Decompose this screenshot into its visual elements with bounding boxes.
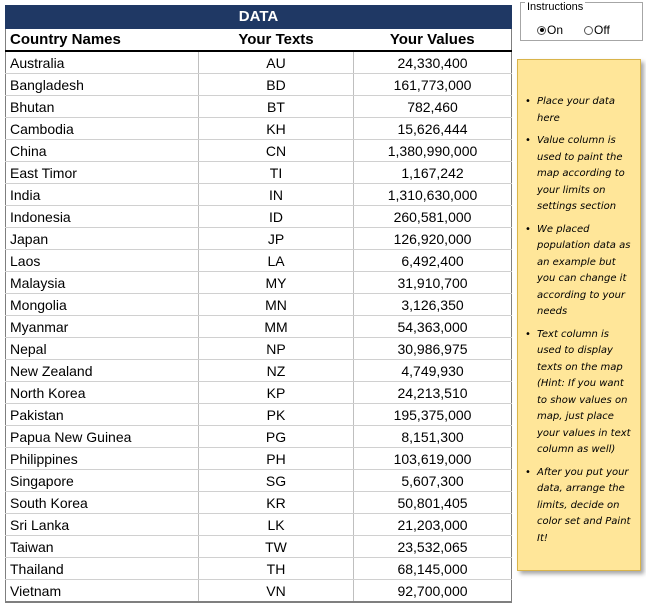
column-header-texts: Your Texts — [199, 29, 354, 52]
instructions-group — [520, 2, 643, 41]
table-body — [6, 51, 512, 602]
table-row — [6, 338, 512, 360]
country-text-cell[interactable]: TW — [199, 536, 354, 558]
table-row — [6, 426, 512, 448]
country-text-cell[interactable]: PG — [199, 426, 354, 448]
country-name-cell[interactable]: India — [6, 184, 199, 206]
country-name-cell[interactable]: Bhutan — [6, 96, 199, 118]
table-title-row — [6, 6, 512, 29]
country-name-cell[interactable]: Vietnam — [6, 580, 199, 603]
country-value-cell[interactable]: 1,380,990,000 — [354, 140, 512, 162]
country-value-cell[interactable]: 260,581,000 — [354, 206, 512, 228]
country-value-cell[interactable]: 1,310,630,000 — [354, 184, 512, 206]
table-row — [6, 74, 512, 96]
country-value-cell[interactable]: 5,607,300 — [354, 470, 512, 492]
country-value-cell[interactable]: 782,460 — [354, 96, 512, 118]
table-row — [6, 118, 512, 140]
note-item: • After you put your data, arrange the limits, decide on color set and Paint It! — [524, 465, 634, 548]
country-name-cell[interactable]: East Timor — [6, 162, 199, 184]
country-text-cell[interactable]: ID — [199, 206, 354, 228]
country-name-cell[interactable]: Indonesia — [6, 206, 199, 228]
table-row — [6, 492, 512, 514]
table-row — [6, 250, 512, 272]
country-value-cell[interactable]: 195,375,000 — [354, 404, 512, 426]
country-value-cell[interactable]: 24,213,510 — [354, 382, 512, 404]
country-text-cell[interactable]: JP — [199, 228, 354, 250]
radio-selected-icon[interactable] — [537, 26, 546, 35]
table-row — [6, 272, 512, 294]
instructions-label: Instructions — [527, 1, 584, 13]
country-text-cell[interactable]: SG — [199, 470, 354, 492]
table-row — [6, 360, 512, 382]
country-name-cell[interactable]: Japan — [6, 228, 199, 250]
instructions-off-radio[interactable] — [584, 23, 610, 37]
country-text-cell[interactable]: VN — [199, 580, 354, 603]
table-row — [6, 294, 512, 316]
note-item: • Value column is used to paint the map according to your limits on settings section — [524, 133, 634, 216]
country-value-cell[interactable]: 15,626,444 — [354, 118, 512, 140]
country-value-cell[interactable]: 50,801,405 — [354, 492, 512, 514]
country-name-cell[interactable]: Malaysia — [6, 272, 199, 294]
note-item: • We placed population data as an example but you can change it according to your needs — [524, 222, 634, 321]
country-name-cell[interactable]: Philippines — [6, 448, 199, 470]
country-name-cell[interactable]: New Zealand — [6, 360, 199, 382]
country-value-cell[interactable]: 103,619,000 — [354, 448, 512, 470]
table-row — [6, 448, 512, 470]
note-item: • Text column is used to display texts on the map (Hint: If you want to show values on map, just place your values in text column as well) — [524, 327, 634, 459]
instructions-note — [517, 59, 641, 571]
country-value-cell[interactable]: 54,363,000 — [354, 316, 512, 338]
country-value-cell[interactable]: 126,920,000 — [354, 228, 512, 250]
country-text-cell[interactable]: KH — [199, 118, 354, 140]
instructions-on-label: On — [547, 23, 564, 37]
country-name-cell[interactable]: Taiwan — [6, 536, 199, 558]
country-name-cell[interactable]: South Korea — [6, 492, 199, 514]
table-row — [6, 470, 512, 492]
country-text-cell[interactable]: MY — [199, 272, 354, 294]
country-value-cell[interactable]: 6,492,400 — [354, 250, 512, 272]
country-value-cell[interactable]: 21,203,000 — [354, 514, 512, 536]
note-item: • Place your data here — [524, 94, 634, 127]
data-table — [5, 5, 512, 603]
table-row — [6, 51, 512, 74]
country-text-cell[interactable]: KP — [199, 382, 354, 404]
note-list — [524, 94, 634, 547]
country-text-cell[interactable]: KR — [199, 492, 354, 514]
country-name-cell[interactable]: North Korea — [6, 382, 199, 404]
country-name-cell[interactable]: Myanmar — [6, 316, 199, 338]
table-row — [6, 514, 512, 536]
table-row — [6, 580, 512, 603]
country-name-cell[interactable]: Singapore — [6, 470, 199, 492]
country-text-cell[interactable]: CN — [199, 140, 354, 162]
table-row — [6, 140, 512, 162]
country-value-cell[interactable]: 68,145,000 — [354, 558, 512, 580]
table-row — [6, 316, 512, 338]
column-header-values: Your Values — [354, 29, 512, 52]
country-value-cell[interactable]: 24,330,400 — [354, 51, 512, 74]
table-row — [6, 558, 512, 580]
table-row — [6, 382, 512, 404]
country-value-cell[interactable]: 3,126,350 — [354, 294, 512, 316]
country-value-cell[interactable]: 23,532,065 — [354, 536, 512, 558]
country-text-cell[interactable]: TI — [199, 162, 354, 184]
country-text-cell[interactable]: NP — [199, 338, 354, 360]
country-value-cell[interactable]: 31,910,700 — [354, 272, 512, 294]
country-text-cell[interactable]: AU — [199, 51, 354, 74]
country-value-cell[interactable]: 30,986,975 — [354, 338, 512, 360]
table-row — [6, 96, 512, 118]
country-name-cell[interactable]: Australia — [6, 51, 199, 74]
country-name-cell[interactable]: China — [6, 140, 199, 162]
instructions-on-radio[interactable] — [537, 23, 563, 37]
country-text-cell[interactable]: PK — [199, 404, 354, 426]
table-row — [6, 184, 512, 206]
country-name-cell[interactable]: Thailand — [6, 558, 199, 580]
table-row — [6, 536, 512, 558]
country-name-cell[interactable]: Bangladesh — [6, 74, 199, 96]
country-name-cell[interactable]: Cambodia — [6, 118, 199, 140]
country-value-cell[interactable]: 92,700,000 — [354, 580, 512, 603]
country-text-cell[interactable]: LA — [199, 250, 354, 272]
country-name-cell[interactable]: Laos — [6, 250, 199, 272]
country-text-cell[interactable]: BD — [199, 74, 354, 96]
radio-unselected-icon[interactable] — [584, 26, 593, 35]
country-text-cell[interactable]: TH — [199, 558, 354, 580]
table-row — [6, 206, 512, 228]
country-value-cell[interactable]: 8,151,300 — [354, 426, 512, 448]
table-header-row — [6, 29, 512, 52]
country-text-cell[interactable]: MN — [199, 294, 354, 316]
country-value-cell[interactable]: 4,749,930 — [354, 360, 512, 382]
country-name-cell[interactable]: Mongolia — [6, 294, 199, 316]
column-header-country: Country Names — [6, 29, 199, 52]
country-name-cell[interactable]: Sri Lanka — [6, 514, 199, 536]
table-title: DATA — [6, 6, 512, 29]
country-name-cell[interactable]: Pakistan — [6, 404, 199, 426]
country-text-cell[interactable]: PH — [199, 448, 354, 470]
country-text-cell[interactable]: BT — [199, 96, 354, 118]
instructions-off-label: Off — [594, 23, 610, 37]
table-row — [6, 162, 512, 184]
country-text-cell[interactable]: MM — [199, 316, 354, 338]
country-value-cell[interactable]: 161,773,000 — [354, 74, 512, 96]
country-value-cell[interactable]: 1,167,242 — [354, 162, 512, 184]
country-text-cell[interactable]: IN — [199, 184, 354, 206]
table-row — [6, 404, 512, 426]
country-text-cell[interactable]: LK — [199, 514, 354, 536]
country-text-cell[interactable]: NZ — [199, 360, 354, 382]
country-name-cell[interactable]: Papua New Guinea — [6, 426, 199, 448]
country-name-cell[interactable]: Nepal — [6, 338, 199, 360]
table-row — [6, 228, 512, 250]
